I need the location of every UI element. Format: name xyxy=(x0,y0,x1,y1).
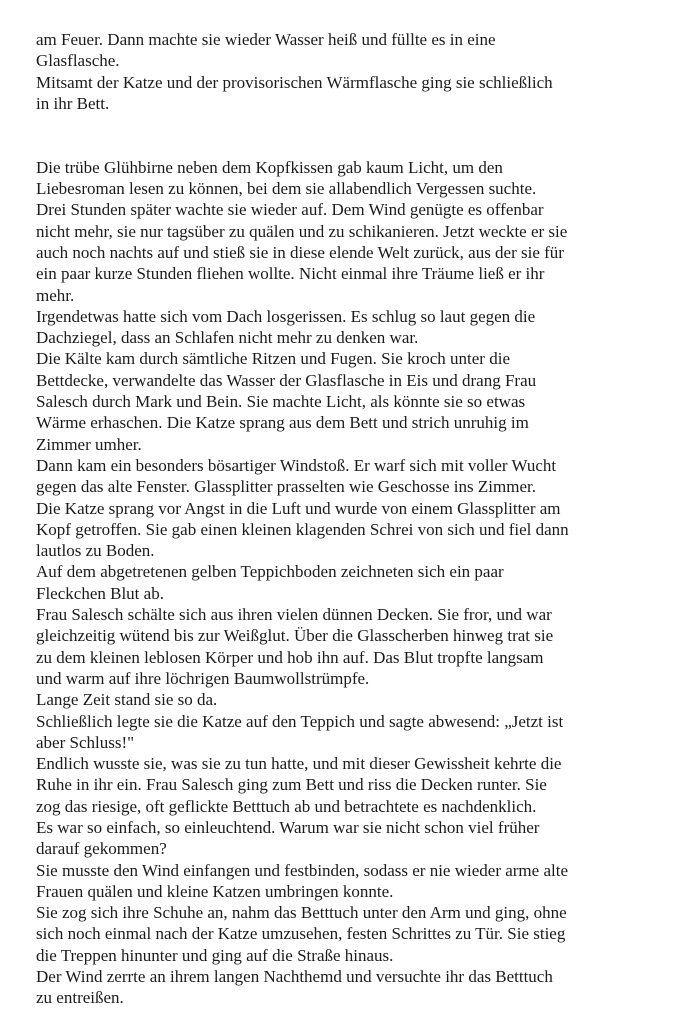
text-line: Dachziegel, dass an Schlafen nicht mehr zu denken war. xyxy=(36,328,419,348)
text-line: Drei Stunden später wachte sie wieder auf. Dem Wind genügte es offenbar xyxy=(36,200,544,220)
text-line: Lange Zeit stand sie so da. xyxy=(36,690,218,710)
text-line: am Feuer. Dann machte sie wieder Wasser heiß und füllte es in eine xyxy=(36,30,496,49)
text-line: Die Kälte kam durch sämtliche Ritzen und Fugen. Sie kroch unter die xyxy=(36,349,510,369)
text-line xyxy=(36,135,651,156)
text-line: Irgendetwas hatte sich vom Dach losgerissen. Es schlug so laut gegen die xyxy=(36,306,536,326)
text-line: Sie zog sich ihre Schuhe an, nahm das Betttuch unter den Arm und ging, ohne xyxy=(36,903,567,923)
text-line: auch noch nachts auf und stieß sie in diese elende Welt zurück, aus der sie für xyxy=(36,242,564,262)
text-line: zu dem kleinen leblosen Körper und hob ihn auf. Das Blut tropfte langsam xyxy=(36,647,544,667)
text-line: Bettdecke, verwandelte das Wasser der Glasflasche in Eis und drang Frau xyxy=(36,370,537,390)
text-line: Schließlich legte sie die Katze auf den Teppich und sagte abwesend: „Jetzt ist xyxy=(36,711,564,731)
text-line: Mitsamt der Katze und der provisorischen Wärmflasche ging sie schließlich xyxy=(36,72,553,92)
text-line: sich noch einmal nach der Katze umzusehen, festen Schrittes zu Tür. Sie stieg xyxy=(36,924,566,944)
text-line: lautlos zu Boden. xyxy=(36,541,155,561)
text-line: Die trübe Glühbirne neben dem Kopfkissen gab kaum Licht, um den xyxy=(36,157,503,177)
text-line: zu entreißen. xyxy=(36,988,124,1008)
text-line: in ihr Bett. xyxy=(36,93,110,113)
text-line: und warm auf ihre löchrigen Baumwollstrümpfe. xyxy=(36,668,370,688)
text-line: Fleckchen Blut ab. xyxy=(36,583,164,603)
text-line: Der Wind zerrte an ihrem langen Nachthemd und versuchte ihr das Betttuch xyxy=(36,967,553,987)
text-line: gleichzeitig wütend bis zur Weißglut. Über die Glasscherben hinweg trat sie xyxy=(36,626,554,646)
text-line: Die Katze sprang vor Angst in die Luft und wurde von einem Glassplitter am xyxy=(36,498,561,518)
text-line: aber Schluss!" xyxy=(36,732,135,752)
text-line: zog das riesige, oft geflickte Betttuch ab und betrachtete es nachdenklich. xyxy=(36,796,537,816)
text-line: Endlich wusste sie, was sie zu tun hatte, und mit dieser Gewissheit kehrte die xyxy=(36,754,562,774)
text-line: Liebesroman lesen zu können, bei dem sie allabendlich Vergessen suchte. xyxy=(36,179,537,199)
text-line: Glasflasche. xyxy=(36,51,120,71)
text-line: Frauen quälen und kleine Katzen umbringen konnte. xyxy=(36,881,394,901)
text-line: Salesch durch Mark und Bein. Sie machte Licht, als könnte sie so etwas xyxy=(36,392,526,412)
text-line: darauf gekommen? xyxy=(36,839,167,859)
text-line: Sie musste den Wind einfangen und festbinden, sodass er nie wieder arme alte xyxy=(36,860,568,880)
text-line xyxy=(36,114,651,135)
text-line: nicht mehr, sie nur tagsüber zu quälen und zu schikanieren. Jetzt weckte er sie xyxy=(36,221,568,241)
text-line: Dann kam ein besonders bösartiger Windstoß. Er warf sich mit voller Wucht xyxy=(36,455,557,475)
text-line: Es war so einfach, so einleuchtend. Warum war sie nicht schon viel früher xyxy=(36,817,540,837)
text-line: Kopf getroffen. Sie gab einen kleinen klagenden Schrei von sich und fiel dann xyxy=(36,519,569,539)
story-text xyxy=(36,29,651,1009)
text-line: gegen das alte Fenster. Glassplitter prasselten wie Geschosse ins Zimmer. xyxy=(36,477,536,497)
text-line: Frau Salesch schälte sich aus ihren vielen dünnen Decken. Sie fror, und war xyxy=(36,605,552,625)
text-line: ein paar kurze Stunden fliehen wollte. Nicht einmal ihre Träume ließ er ihr xyxy=(36,264,545,284)
text-line: die Treppen hinunter und ging auf die Straße hinaus. xyxy=(36,945,394,965)
text-line: Ruhe in ihr ein. Frau Salesch ging zum Bett und riss die Decken runter. Sie xyxy=(36,775,547,795)
text-line: Zimmer umher. xyxy=(36,434,142,454)
text-line: Auf dem abgetretenen gelben Teppichboden zeichneten sich ein paar xyxy=(36,562,504,582)
text-line: Wärme erhaschen. Die Katze sprang aus dem Bett und strich unruhig im xyxy=(36,413,529,433)
text-line: mehr. xyxy=(36,285,75,305)
